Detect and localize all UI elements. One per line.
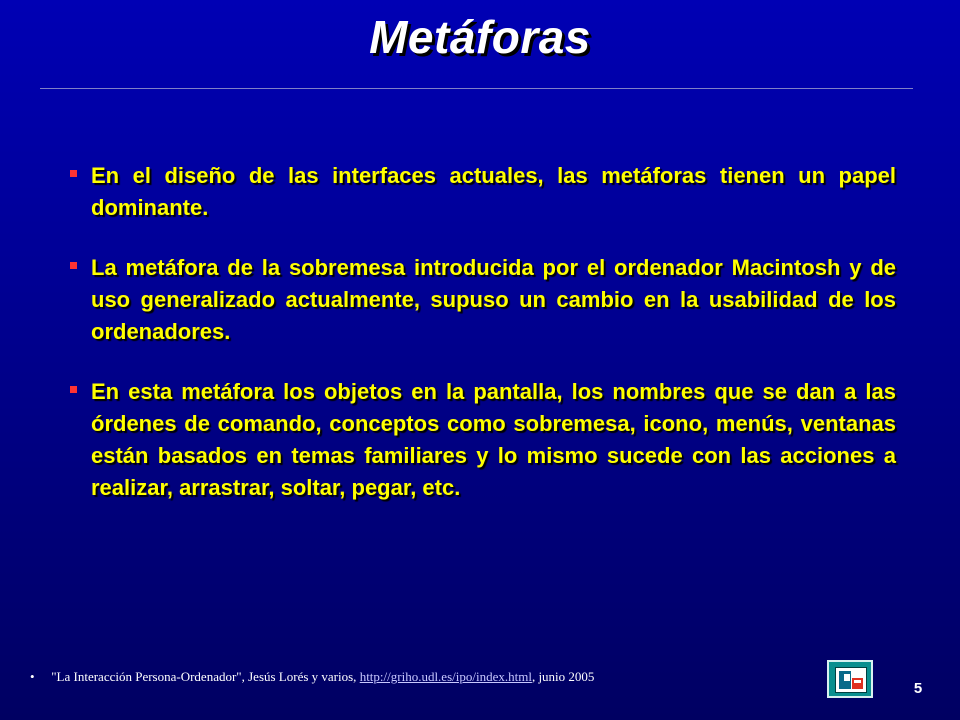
bullet-text: En el diseño de las interfaces actuales, las metáforas tienen un papel dominante. <box>91 163 896 220</box>
bullet-text: En esta metáfora los objetos en la pantalla, los nombres que se dan a las órdenes de comando, conceptos como sobremesa, icono, menús, ventanas están basados en temas familiares y lo mismo sucede con las acciones a realizar, arrastrar, soltar, pegar, etc. <box>91 379 896 500</box>
logo-graphic-icon <box>835 667 867 693</box>
logo-icon <box>827 660 873 698</box>
square-bullet-icon <box>70 386 77 393</box>
page-number: 5 <box>913 680 923 697</box>
footer-citation <box>30 669 810 685</box>
bullet-text: La metáfora de la sobremesa introducida por el ordenador Macintosh y de uso generalizado actualmente, supuso un cambio en la usabilidad de los ordenadores. <box>91 255 896 344</box>
bullet-item <box>70 252 896 348</box>
slide-title: Metáforas <box>369 11 591 63</box>
footer-bullet: • <box>30 669 35 684</box>
square-bullet-icon <box>70 262 77 269</box>
citation-date: , junio 2005 <box>531 669 595 684</box>
bullet-item <box>70 160 896 224</box>
bullet-list <box>70 160 896 532</box>
square-bullet-icon <box>70 170 77 177</box>
title-divider <box>40 88 913 89</box>
citation-text: "La Interacción Persona-Ordenador", Jesús Lorés y varios, <box>51 669 357 684</box>
bullet-item <box>70 376 896 504</box>
citation-link[interactable]: http://griho.udl.es/ipo/index.html <box>359 669 532 684</box>
